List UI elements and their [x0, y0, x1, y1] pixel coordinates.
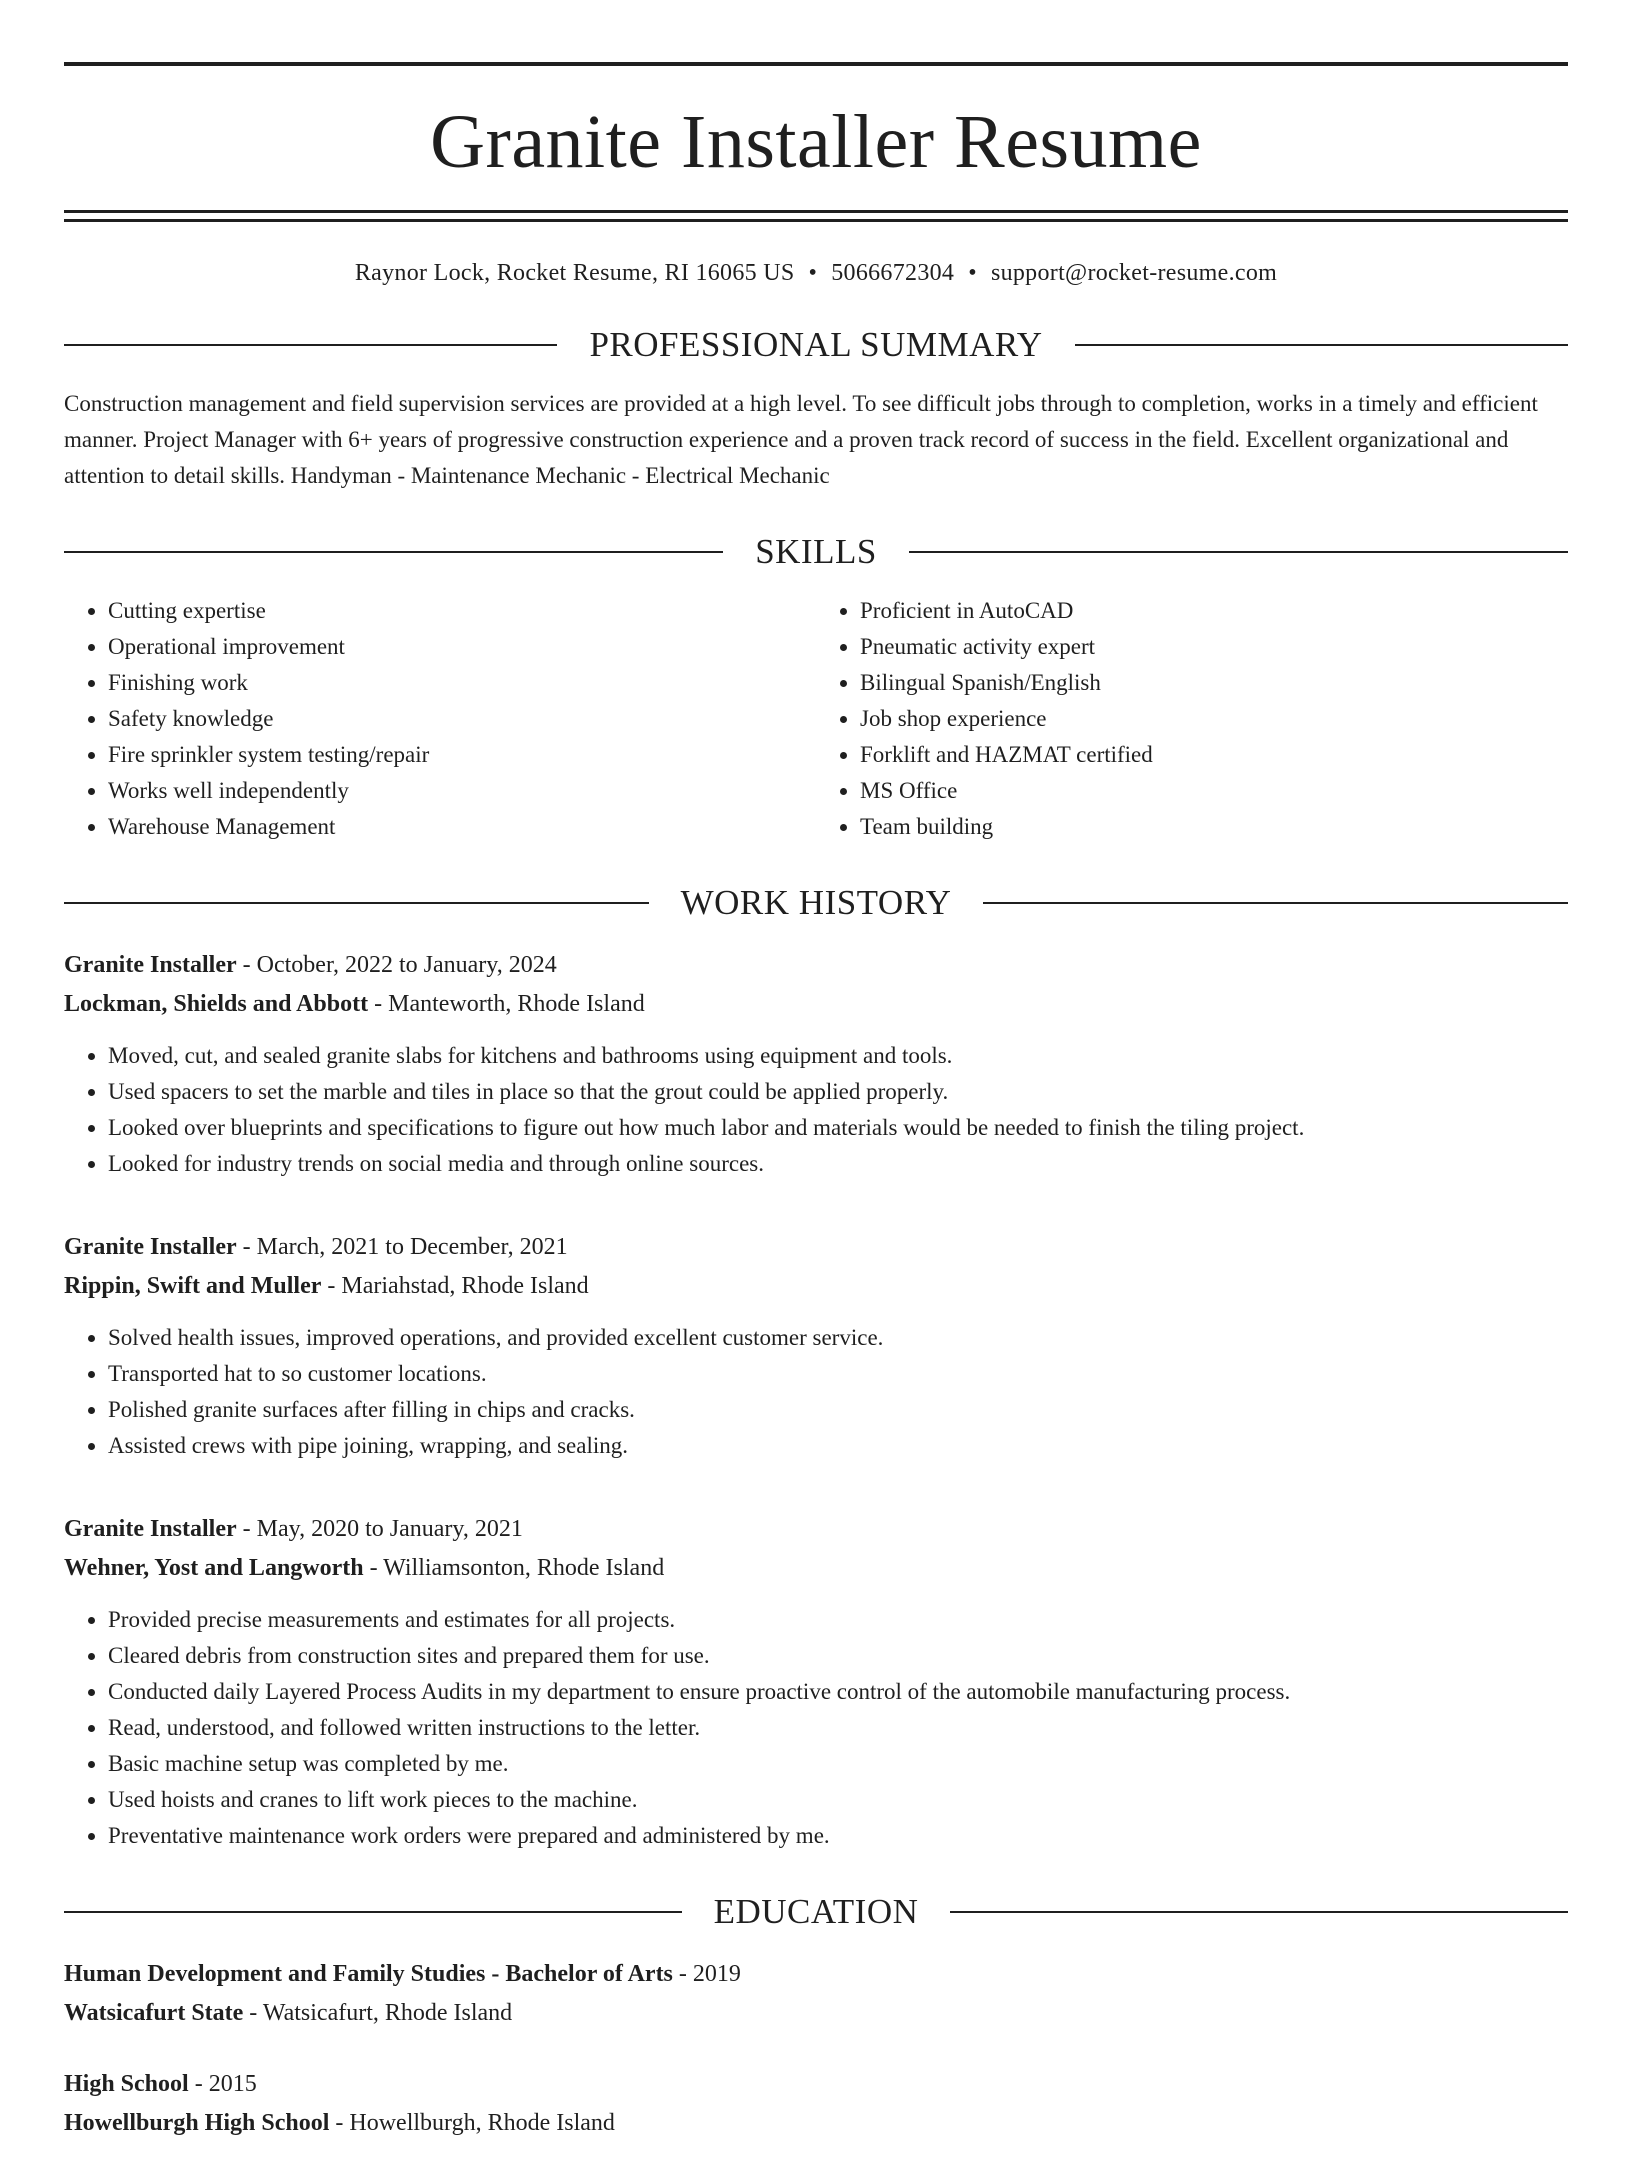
job-entry [64, 1510, 1568, 1854]
contact-phone: 5066672304 [831, 260, 955, 286]
skill-item: • Finishing work [108, 665, 816, 701]
job-bullet: • Polished granite surfaces after filling in chips and cracks. [108, 1392, 1568, 1428]
skills-section-header [64, 534, 1568, 569]
job-bullet: • Transported hat to so customer locations. [108, 1356, 1568, 1392]
job-bullets [64, 1038, 1568, 1182]
divider-line [64, 551, 723, 553]
education-year: - 2015 [188, 2071, 257, 2097]
job-entry [64, 1228, 1568, 1464]
education-location: - Howellburgh, Rhode Island [329, 2110, 615, 2136]
job-bullet: • Looked for industry trends on social media and through online sources. [108, 1146, 1568, 1182]
skill-item: • Forklift and HAZMAT certified [860, 737, 1568, 773]
divider-line [1075, 344, 1568, 346]
job-bullets [64, 1320, 1568, 1464]
job-company: Lockman, Shields and Abbott [64, 991, 369, 1017]
job-dates: - May, 2020 to January, 2021 [236, 1516, 523, 1542]
divider-line [64, 344, 557, 346]
divider-line [64, 902, 649, 904]
job-bullet: • Used spacers to set the marble and tiles in place so that the grout could be applied properly. [108, 1074, 1568, 1110]
divider-line [64, 1911, 682, 1913]
job-bullet: • Basic machine setup was completed by me. [108, 1746, 1568, 1782]
skill-item: • Warehouse Management [108, 809, 816, 845]
summary-section-header [64, 327, 1568, 362]
divider-line [950, 1911, 1568, 1913]
skills-column-right [816, 593, 1568, 845]
job-dates: - October, 2022 to January, 2024 [236, 952, 557, 978]
job-bullet: • Provided precise measurements and estimates for all projects. [108, 1602, 1568, 1638]
top-rule [64, 62, 1568, 66]
skill-item: • Proficient in AutoCAD [860, 593, 1568, 629]
divider-line [909, 551, 1568, 553]
title-double-rule [64, 210, 1568, 222]
job-bullet: • Used hoists and cranes to lift work pieces to the machine. [108, 1782, 1568, 1818]
resume-page [0, 62, 1632, 2174]
job-bullet: • Assisted crews with pipe joining, wrapping, and sealing. [108, 1428, 1568, 1464]
job-bullet: • Preventative maintenance work orders were prepared and administered by me. [108, 1818, 1568, 1854]
education-section-header [64, 1894, 1568, 1929]
skill-item: • Works well independently [108, 773, 816, 809]
skill-item: • Cutting expertise [108, 593, 816, 629]
skill-item: • Job shop experience [860, 701, 1568, 737]
divider-line [983, 902, 1568, 904]
work-section-header [64, 885, 1568, 920]
contact-address: Raynor Lock, Rocket Resume, RI 16065 US [354, 260, 795, 286]
skills-list [64, 593, 1568, 845]
education-location: - Watsicafurt, Rhode Island [243, 2000, 513, 2026]
education-school: Watsicafurt State [64, 2000, 244, 2026]
job-title: Granite Installer [64, 952, 237, 978]
skill-item: • Fire sprinkler system testing/repair [108, 737, 816, 773]
work-heading: WORK HISTORY [680, 883, 952, 922]
job-bullet: • Cleared debris from construction sites and prepared them for use. [108, 1638, 1568, 1674]
contact-separator: • [968, 260, 977, 286]
skill-item: • MS Office [860, 773, 1568, 809]
job-bullet: • Conducted daily Layered Process Audits in my department to ensure proactive control of the automobile manufacturing process. [108, 1674, 1568, 1710]
contact-separator: • [808, 260, 818, 286]
education-year: - 2019 [672, 1961, 741, 1987]
education-degree: Human Development and Family Studies - Bachelor of Arts [64, 1961, 673, 1987]
education-degree: High School [64, 2071, 189, 2097]
skill-item: • Safety knowledge [108, 701, 816, 737]
page-title: Granite Installer Resume [430, 100, 1202, 184]
job-location: - Mariahstad, Rhode Island [321, 1273, 589, 1299]
education-entry [64, 2065, 1568, 2143]
job-title: Granite Installer [64, 1516, 237, 1542]
job-bullet: • Moved, cut, and sealed granite slabs for kitchens and bathrooms using equipment and tools. [108, 1038, 1568, 1074]
job-title: Granite Installer [64, 1234, 237, 1260]
skills-column-left [64, 593, 816, 845]
summary-text: Construction management and field supervision services are provided at a high level. To see difficult jobs through to completion, works in a timely and efficient manner. Project Manager with 6+ years of progressive construction experience and a proven track record of success in the field. Excellent organizational and attention to detail skills. Handyman - Maintenance Mechanic - Electrical Mechanic [64, 391, 1538, 488]
job-bullets [64, 1602, 1568, 1854]
job-company: Rippin, Swift and Muller [64, 1273, 322, 1299]
job-entry [64, 946, 1568, 1182]
education-entry [64, 1955, 1568, 2033]
job-location: - Manteworth, Rhode Island [368, 991, 645, 1017]
skill-item: • Operational improvement [108, 629, 816, 665]
job-bullet: • Looked over blueprints and specifications to figure out how much labor and materials would be needed to finish the tiling project. [108, 1110, 1568, 1146]
job-dates: - March, 2021 to December, 2021 [236, 1234, 568, 1260]
skills-heading: SKILLS [755, 532, 877, 571]
education-school: Howellburgh High School [64, 2110, 330, 2136]
skill-item: • Pneumatic activity expert [860, 629, 1568, 665]
job-bullet: • Read, understood, and followed written instructions to the letter. [108, 1710, 1568, 1746]
skill-item: • Team building [860, 809, 1568, 845]
skill-item: • Bilingual Spanish/English [860, 665, 1568, 701]
job-location: - Williamsonton, Rhode Island [363, 1555, 665, 1581]
contact-line [64, 260, 1568, 287]
education-heading: EDUCATION [713, 1892, 919, 1931]
contact-email: support@rocket-resume.com [990, 260, 1278, 286]
summary-heading: PROFESSIONAL SUMMARY [589, 325, 1043, 364]
job-bullet: • Solved health issues, improved operations, and provided excellent customer service. [108, 1320, 1568, 1356]
job-company: Wehner, Yost and Langworth [64, 1555, 364, 1581]
